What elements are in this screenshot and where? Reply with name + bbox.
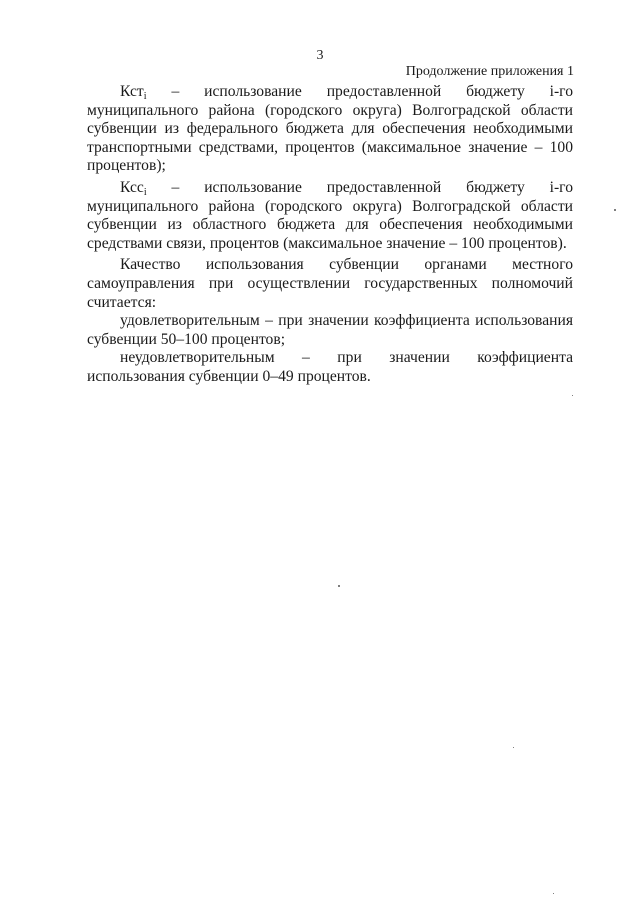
kss-subscript: i <box>143 186 147 198</box>
kst-definition-text: – использование предоставленной бюджету i-го муниципального района (городского округа) Волгоградской области субвенции из федерального бюджета для обеспечения необходимыми транспортными средствами, процентов (максимальное значение – 100 процентов); <box>87 83 573 175</box>
appendix-continuation-label: Продолжение приложения 1 <box>405 64 574 79</box>
paragraph-kst-definition <box>87 83 573 176</box>
scan-speck <box>614 209 616 211</box>
kss-symbol: Ксс <box>120 178 144 196</box>
kst-subscript: i <box>143 91 147 102</box>
scan-speck <box>572 395 573 396</box>
document-body <box>87 83 573 387</box>
kss-definition-text: – использование предоставленной бюджету i-го муниципального района (городского округа) Волгоградской области субвенции из областного бюджета для обеспечения необходимыми средствами связи, процентов (максимальное значение – 100 процентов). <box>87 178 573 252</box>
paragraph-unsatisfactory: неудовлетворительным – при значении коэффициента использования субвенции 0–49 процентов. <box>87 349 573 385</box>
scan-speck <box>513 747 514 748</box>
paragraph-quality-criteria: Качество использования субвенции органами местного самоуправления при осуществлении государственных полномочий считается: <box>87 256 573 311</box>
scan-speck <box>338 585 340 587</box>
kst-symbol: Кст <box>120 83 144 100</box>
paragraph-satisfactory: удовлетворительным – при значении коэффициента использования субвенции 50–100 процентов; <box>87 312 573 348</box>
page-number: 3 <box>316 48 324 63</box>
paragraph-kss-definition <box>87 179 573 253</box>
scan-speck <box>553 893 554 894</box>
